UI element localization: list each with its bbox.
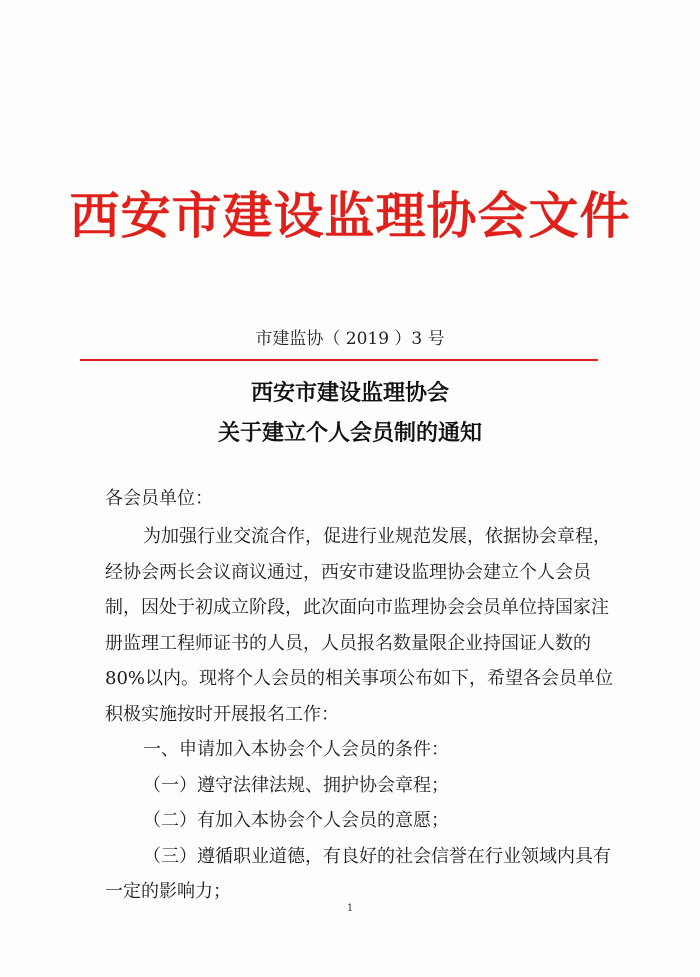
condition-item: （二）有加入本协会个人会员的意愿； — [143, 810, 449, 831]
notice-title-line-1: 西安市建设监理协会 — [250, 380, 449, 406]
body-line: 册监理工程师证书的人员，人员报名数量限企业持国证人数的 — [105, 633, 591, 654]
notice-title-line-2: 关于建立个人会员制的通知 — [217, 420, 482, 446]
header-red-rule — [80, 359, 598, 361]
document-number: 市建监协（ 2019 ）3 号 — [255, 329, 445, 349]
body-line: 80%以内。现将个人会员的相关事项公布如下，希望各会员单位 — [105, 668, 614, 689]
condition-item: （一）遵守法律法规、拥护协会章程； — [143, 775, 449, 796]
salutation: 各会员单位： — [105, 488, 213, 509]
body-line: 积极实施按时开展报名工作： — [105, 704, 339, 725]
body-line: 经协会两长会议商议通过，西安市建设监理协会建立个人会员 — [105, 562, 591, 583]
body-line: 制，因处于初成立阶段，此次面向市监理协会会员单位持国家注 — [105, 597, 609, 618]
condition-item: （三）遵循职业道德，有良好的社会信誉在行业领域内具有 — [143, 846, 611, 867]
page-number: 1 — [346, 903, 354, 914]
body-line: 为加强行业交流合作，促进行业规范发展，依据协会章程， — [143, 526, 611, 547]
condition-item-continuation: 一定的影响力； — [105, 881, 231, 902]
document-header-title: 西安市建设监理协会文件 — [69, 186, 631, 245]
section-heading: 一、申请加入本协会个人会员的条件： — [143, 739, 449, 760]
